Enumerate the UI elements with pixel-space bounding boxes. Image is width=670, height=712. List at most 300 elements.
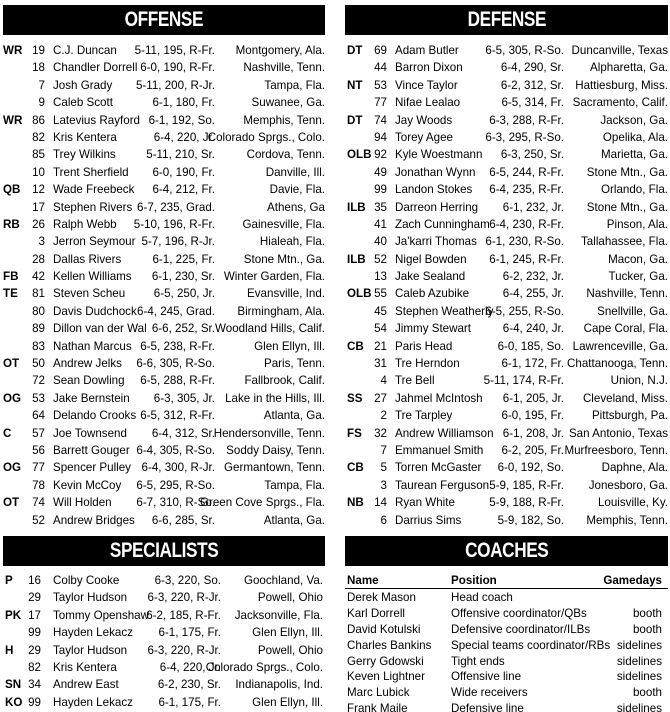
roster-row <box>345 442 668 459</box>
hometown: Nashville, Tenn. <box>586 287 668 301</box>
hometown: Marietta, Ga. <box>600 148 668 162</box>
player-stats: 6-1, 245, R-Fr. <box>489 252 564 266</box>
position-label: KO <box>5 695 23 709</box>
player-stats: 6-3, 220, R-Jr. <box>147 591 221 605</box>
hometown: Glen Ellyn, Ill. <box>254 339 325 353</box>
roster-row <box>345 355 668 372</box>
roster-row <box>345 268 668 285</box>
jersey-number: 29 <box>28 591 41 605</box>
position-label: DT <box>347 113 363 127</box>
position-label: OLB <box>347 148 372 162</box>
jersey-number: 28 <box>32 252 45 266</box>
player-name: Kevin McCoy <box>53 478 122 492</box>
hometown: Nashville, Tenn. <box>243 61 325 75</box>
player-name: Spencer Pulley <box>53 461 131 475</box>
roster-row <box>345 285 668 302</box>
jersey-number: 32 <box>374 426 387 440</box>
roster-row <box>3 372 325 389</box>
hometown: Tampa, Fla. <box>264 78 325 92</box>
player-name: Kris Kentera <box>53 130 117 144</box>
position-label: OG <box>3 391 22 405</box>
coach-name: Keven Lightner <box>347 670 425 684</box>
position-label: NT <box>347 78 363 92</box>
roster-row <box>3 607 325 624</box>
player-stats: 6-5, 255, R-So. <box>485 304 564 318</box>
player-name: Jake Sealand <box>395 270 466 284</box>
player-stats: 6-4, 220, Jr. <box>153 130 215 144</box>
roster-row <box>3 338 325 355</box>
player-stats: 6-4, 255, Jr. <box>502 287 564 301</box>
position-label: H <box>5 643 14 657</box>
player-name: Torey Agee <box>395 130 454 144</box>
player-name: Darrius Sims <box>395 513 462 527</box>
roster-row <box>3 199 325 216</box>
jersey-number: 17 <box>32 200 45 214</box>
hometown: Glen Ellyn, Ill. <box>252 626 323 640</box>
player-name: Jahmel McIntosh <box>395 391 483 405</box>
coach-gameday-location: booth <box>632 686 662 700</box>
coach-row <box>345 590 668 606</box>
player-stats: 6-4, 300, R-Jr. <box>141 461 215 475</box>
jersey-number: 7 <box>380 443 387 457</box>
roster-row <box>3 512 325 529</box>
coaches-header-position: Position <box>451 574 497 587</box>
player-stats: 5-11, 195, R-Fr. <box>134 44 215 57</box>
roster-row <box>3 181 325 198</box>
player-name: Barron Dixon <box>395 61 463 75</box>
roster-row <box>345 129 668 146</box>
position-label: OG <box>3 461 22 475</box>
hometown: Pittsburgh, Pa. <box>591 409 668 423</box>
roster-row <box>3 572 325 589</box>
player-stats: 6-1, 208, Jr. <box>502 426 564 440</box>
jersey-number: 4 <box>380 374 387 388</box>
coaches-header-name: Name <box>347 574 379 587</box>
jersey-number: 55 <box>374 287 387 301</box>
player-name: Kris Kentera <box>53 660 117 674</box>
hometown: Stone Mtn., Ga. <box>586 165 668 179</box>
coach-position: Offensive line <box>451 670 522 684</box>
player-name: Andrew Jelks <box>53 357 122 371</box>
coach-name: Charles Bankins <box>347 638 432 652</box>
player-name: Jonathan Wynn <box>395 165 476 179</box>
roster-row <box>3 659 325 676</box>
coach-position: Tight ends <box>451 654 505 668</box>
roster-row <box>345 199 668 216</box>
coaches-header-gamedays: Gamedays <box>603 574 662 587</box>
hometown: Lake in the Hills, Ill. <box>225 391 325 405</box>
hometown: Woodland Hills, Calif. <box>215 322 325 336</box>
offense-roster <box>3 42 325 529</box>
player-name: Jake Bernstein <box>53 391 130 405</box>
player-name: Ralph Webb <box>53 217 117 231</box>
roster-row <box>3 477 325 494</box>
jersey-number: 2 <box>380 409 387 423</box>
jersey-number: 41 <box>374 217 387 231</box>
player-name: Jimmy Stewart <box>395 322 472 336</box>
offense-panel <box>3 5 325 529</box>
hometown: Evansville, Ind. <box>247 287 325 301</box>
coach-name: Frank Maile <box>347 702 408 712</box>
roster-row <box>345 233 668 250</box>
coach-name: Marc Lubick <box>347 686 410 700</box>
coach-row <box>345 669 668 685</box>
roster-row <box>3 390 325 407</box>
player-stats: 6-1, 205, Jr. <box>502 391 564 405</box>
jersey-number: 53 <box>32 391 45 405</box>
coach-gameday-location: booth <box>632 622 662 636</box>
player-stats: 5-11, 174, R-Fr. <box>483 374 564 388</box>
coaches-title: COACHES <box>464 539 549 562</box>
roster-row <box>3 589 325 606</box>
player-stats: 5-10, 196, R-Fr. <box>133 217 215 231</box>
hometown: Powell, Ohio <box>257 643 323 657</box>
player-name: Caleb Scott <box>53 96 113 110</box>
roster-row <box>345 407 668 424</box>
player-name: Trey Wilkins <box>53 148 116 162</box>
roster-row <box>345 164 668 181</box>
coach-row <box>345 701 668 712</box>
player-name: Andrew Williamson <box>395 426 494 440</box>
jersey-number: 99 <box>28 695 41 709</box>
player-stats: 6-4, 245, Grad. <box>137 304 215 318</box>
jersey-number: 52 <box>32 513 45 527</box>
player-stats: 6-5, 238, R-Fr. <box>140 339 215 353</box>
player-name: Jerron Seymour <box>53 235 136 249</box>
player-stats: 6-4, 220, Jr. <box>159 660 221 674</box>
jersey-number: 45 <box>374 304 387 318</box>
coach-name: Karl Dorrell <box>347 606 405 620</box>
roster-row <box>345 512 668 529</box>
offense-title: OFFENSE <box>124 8 204 31</box>
hometown: Jonesboro, Ga. <box>588 478 668 492</box>
hometown: Daphne, Ala. <box>601 461 668 475</box>
hometown: Birmingham, Ala. <box>237 304 325 318</box>
specialists-title: SPECIALISTS <box>109 539 219 562</box>
coaches-header <box>345 536 668 566</box>
coach-name: Gerry Gdowski <box>347 654 424 668</box>
hometown: Stone Mtn., Ga. <box>586 200 668 214</box>
hometown: Opelika, Ala. <box>602 130 668 144</box>
player-stats: 6-4, 290, Sr. <box>500 61 564 75</box>
player-stats: 6-5, 295, R-So. <box>136 478 215 492</box>
jersey-number: 13 <box>374 270 387 284</box>
position-label: FS <box>347 426 362 440</box>
roster-row <box>345 459 668 476</box>
player-stats: 6-1, 172, Fr. <box>501 357 564 371</box>
player-name: Nifae Lealao <box>395 96 461 110</box>
position-label: NB <box>347 496 364 510</box>
player-name: Stephen Rivers <box>53 200 133 214</box>
offense-header <box>3 5 325 35</box>
jersey-number: 19 <box>32 44 45 57</box>
roster-row <box>3 407 325 424</box>
roster-row <box>3 146 325 163</box>
player-name: Taylor Hudson <box>53 591 128 605</box>
hometown: Montgomery, Ala. <box>235 44 325 57</box>
roster-row <box>345 320 668 337</box>
roster-row <box>3 320 325 337</box>
defense-header <box>345 5 668 35</box>
jersey-number: 78 <box>32 478 45 492</box>
hometown: Memphis, Tenn. <box>243 113 325 127</box>
hometown: Cape Coral, Fla. <box>583 322 668 336</box>
player-stats: 6-5, 312, R-Fr. <box>140 409 215 423</box>
hometown: Orlando, Fla. <box>600 183 668 197</box>
hometown: Hattiesburg, Miss. <box>575 78 668 92</box>
player-stats: 6-5, 288, R-Fr. <box>140 374 215 388</box>
position-label: SS <box>347 391 363 405</box>
position-label: ILB <box>347 252 366 266</box>
player-stats: 6-0, 190, Fr. <box>152 165 215 179</box>
roster-row <box>345 303 668 320</box>
hometown: Chattanooga, Tenn. <box>567 357 668 371</box>
jersey-number: 18 <box>32 61 45 75</box>
player-stats: 6-4, 305, R-So. <box>136 443 215 457</box>
position-label: OT <box>3 357 20 371</box>
player-stats: 6-3, 295, R-So. <box>485 130 564 144</box>
position-label: SN <box>5 678 22 692</box>
player-stats: 5-9, 185, R-Fr. <box>489 478 564 492</box>
player-stats: 6-4, 312, Sr. <box>151 426 215 440</box>
player-name: Nathan Marcus <box>53 339 132 353</box>
coach-position: Head coach <box>451 591 513 604</box>
jersey-number: 99 <box>28 626 41 640</box>
specialists-panel <box>3 536 325 711</box>
jersey-number: 26 <box>32 217 45 231</box>
roster-row <box>3 676 325 693</box>
position-label: DT <box>347 44 363 57</box>
jersey-number: 14 <box>374 496 387 510</box>
position-label: PK <box>5 608 22 622</box>
hometown: Atlanta, Ga. <box>263 513 325 527</box>
roster-row <box>345 77 668 94</box>
player-stats: 6-7, 310, R-So. <box>136 496 215 510</box>
player-stats: 6-0, 195, Fr. <box>501 409 564 423</box>
player-stats: 6-2, 205, Fr. <box>501 443 564 457</box>
defense-roster <box>345 42 668 529</box>
player-stats: 5-9, 182, So. <box>497 513 564 527</box>
coach-row <box>345 654 668 670</box>
roster-row <box>3 459 325 476</box>
player-name: Jay Woods <box>395 113 453 127</box>
jersey-number: 64 <box>32 409 45 423</box>
player-name: Darreon Herring <box>395 200 479 214</box>
roster-row <box>3 77 325 94</box>
roster-row <box>3 216 325 233</box>
position-label: WR <box>3 113 23 127</box>
coach-row <box>345 622 668 638</box>
player-name: Taylor Hudson <box>53 643 128 657</box>
hometown: Pinson, Ala. <box>606 217 668 231</box>
player-stats: 6-3, 220, So. <box>154 574 221 587</box>
roster-row <box>3 285 325 302</box>
player-name: Caleb Azubike <box>395 287 470 301</box>
player-stats: 6-2, 185, R-Fr. <box>146 608 221 622</box>
jersey-number: 83 <box>32 339 45 353</box>
jersey-number: 53 <box>374 78 387 92</box>
player-name: Emmanuel Smith <box>395 443 484 457</box>
roster-row <box>345 216 668 233</box>
hometown: Duncanville, Texas <box>571 44 668 57</box>
roster-row <box>345 112 668 129</box>
player-stats: 6-3, 250, Sr. <box>500 148 564 162</box>
player-stats: 6-7, 235, Grad. <box>137 200 215 214</box>
coach-row <box>345 638 668 654</box>
hometown: Memphis, Tenn. <box>586 513 668 527</box>
jersey-number: 44 <box>374 61 387 75</box>
jersey-number: 10 <box>32 165 45 179</box>
hometown: Cordova, Tenn. <box>246 148 325 162</box>
hometown: Murfreesboro, Tenn. <box>564 443 668 457</box>
player-name: Will Holden <box>53 496 112 510</box>
hometown: Danville, Ill. <box>265 165 325 179</box>
roster-row <box>3 233 325 250</box>
hometown: Cleveland, Miss. <box>582 391 668 405</box>
player-stats: 6-2, 232, Jr. <box>502 270 564 284</box>
jersey-number: 92 <box>374 148 387 162</box>
coach-position: Defensive line <box>451 702 524 712</box>
jersey-number: 86 <box>32 113 45 127</box>
hometown: Colorado Sprgs., Colo. <box>207 130 325 144</box>
player-name: Josh Grady <box>53 78 113 92</box>
jersey-number: 17 <box>28 608 41 622</box>
player-name: Kellen Williams <box>53 270 132 284</box>
player-name: C.J. Duncan <box>53 44 117 57</box>
player-name: Landon Stokes <box>395 183 473 197</box>
player-name: Joe Townsend <box>53 426 127 440</box>
hometown: Tucker, Ga. <box>608 270 668 284</box>
hometown: Colorado Sprgs., Colo. <box>205 660 323 674</box>
coach-name: David Kotulski <box>347 622 421 636</box>
player-stats: 6-2, 230, Sr. <box>157 678 221 692</box>
jersey-number: 74 <box>32 496 45 510</box>
roster-row <box>345 390 668 407</box>
hometown: Powell, Ohio <box>257 591 323 605</box>
player-stats: 6-5, 305, R-So. <box>485 44 564 57</box>
position-label: FB <box>3 270 19 284</box>
jersey-number: 27 <box>374 391 387 405</box>
player-stats: 6-0, 185, So. <box>497 339 564 353</box>
player-name: Tre Herndon <box>395 357 460 371</box>
jersey-number: 3 <box>380 478 387 492</box>
player-name: Chandler Dorrell <box>53 61 138 75</box>
jersey-number: 50 <box>32 357 45 371</box>
player-stats: 6-4, 235, R-Fr. <box>489 183 564 197</box>
player-stats: 6-1, 192, So. <box>148 113 215 127</box>
player-name: Tre Bell <box>395 374 435 388</box>
position-label: CB <box>347 461 364 475</box>
position-label: OLB <box>347 287 372 301</box>
roster-row <box>3 268 325 285</box>
defense-panel <box>345 5 668 529</box>
player-stats: 6-3, 305, Jr. <box>153 391 215 405</box>
player-stats: 6-1, 175, Fr. <box>158 695 221 709</box>
player-name: Vince Taylor <box>395 78 458 92</box>
roster-row <box>3 59 325 76</box>
player-stats: 6-6, 305, R-So. <box>136 357 215 371</box>
player-stats: 6-1, 230, R-So. <box>485 235 564 249</box>
jersey-number: 74 <box>374 113 387 127</box>
coach-gameday-location: sidelines <box>616 654 662 668</box>
hometown: Hialeah, Fla. <box>259 235 325 249</box>
position-label: ILB <box>347 200 366 214</box>
jersey-number: 52 <box>374 252 387 266</box>
hometown: Green Cove Sprgs., Fla. <box>199 496 325 510</box>
jersey-number: 82 <box>28 660 41 674</box>
hometown: Jackson, Ga. <box>600 113 668 127</box>
position-label: CB <box>347 339 364 353</box>
player-stats: 6-1, 232, Jr. <box>502 200 564 214</box>
player-stats: 5-7, 196, R-Jr. <box>141 235 215 249</box>
player-stats: 6-1, 230, Sr. <box>151 270 215 284</box>
hometown: Winter Garden, Fla. <box>223 270 325 284</box>
jersey-number: 54 <box>374 322 387 336</box>
player-name: Torren McGaster <box>395 461 482 475</box>
player-name: Kyle Woestmann <box>395 148 483 162</box>
roster-row <box>345 477 668 494</box>
hometown: Atlanta, Ga. <box>263 409 325 423</box>
jersey-number: 3 <box>38 235 45 249</box>
roster-row <box>345 181 668 198</box>
hometown: Glen Ellyn, Ill. <box>252 695 323 709</box>
jersey-number: 5 <box>380 461 387 475</box>
position-label: QB <box>3 183 21 197</box>
coach-gameday-location: booth <box>632 606 662 620</box>
player-name: Tommy Openshaw <box>53 608 150 622</box>
player-stats: 6-5, 244, R-Fr. <box>489 165 564 179</box>
hometown: Gainesville, Fla. <box>242 217 325 231</box>
player-stats: 6-3, 288, R-Fr. <box>489 113 564 127</box>
player-stats: 6-1, 225, Fr. <box>152 252 215 266</box>
roster-row <box>345 59 668 76</box>
player-stats: 5-11, 200, R-Jr. <box>135 78 215 92</box>
jersey-number: 29 <box>28 643 41 657</box>
hometown: Alpharetta, Ga. <box>590 61 668 75</box>
roster-row <box>3 112 325 129</box>
jersey-number: 56 <box>32 443 45 457</box>
coach-position: Offensive coordinator/QBs <box>451 606 587 620</box>
player-name: Sean Dowling <box>53 374 125 388</box>
roster-row <box>345 372 668 389</box>
jersey-number: 80 <box>32 304 45 318</box>
hometown: Paris, Tenn. <box>263 357 325 371</box>
roster-row <box>3 94 325 111</box>
coach-gameday-location: sidelines <box>616 702 662 712</box>
coach-position: Defensive coordinator/ILBs <box>451 622 591 636</box>
player-name: Ryan White <box>395 496 455 510</box>
player-name: Dallas Rivers <box>53 252 122 266</box>
roster-row <box>345 494 668 511</box>
player-stats: 6-4, 240, Jr. <box>502 322 564 336</box>
player-name: Delando Crooks <box>53 409 137 423</box>
coach-row <box>345 606 668 622</box>
jersey-number: 40 <box>374 235 387 249</box>
coach-gameday-location: sidelines <box>616 638 662 652</box>
roster-row <box>345 94 668 111</box>
player-name: Trent Sherfield <box>53 165 129 179</box>
specialists-header <box>3 536 325 566</box>
jersey-number: 69 <box>374 44 387 57</box>
player-stats: 6-5, 250, Jr. <box>153 287 215 301</box>
player-name: Steven Scheu <box>53 287 126 301</box>
jersey-number: 16 <box>28 574 41 587</box>
hometown: Macon, Ga. <box>608 252 668 266</box>
player-name: Stephen Weatherly <box>395 304 494 318</box>
player-name: Zach Cunningham <box>395 217 490 231</box>
defense-title: DEFENSE <box>467 8 546 31</box>
roster-row <box>345 42 668 59</box>
